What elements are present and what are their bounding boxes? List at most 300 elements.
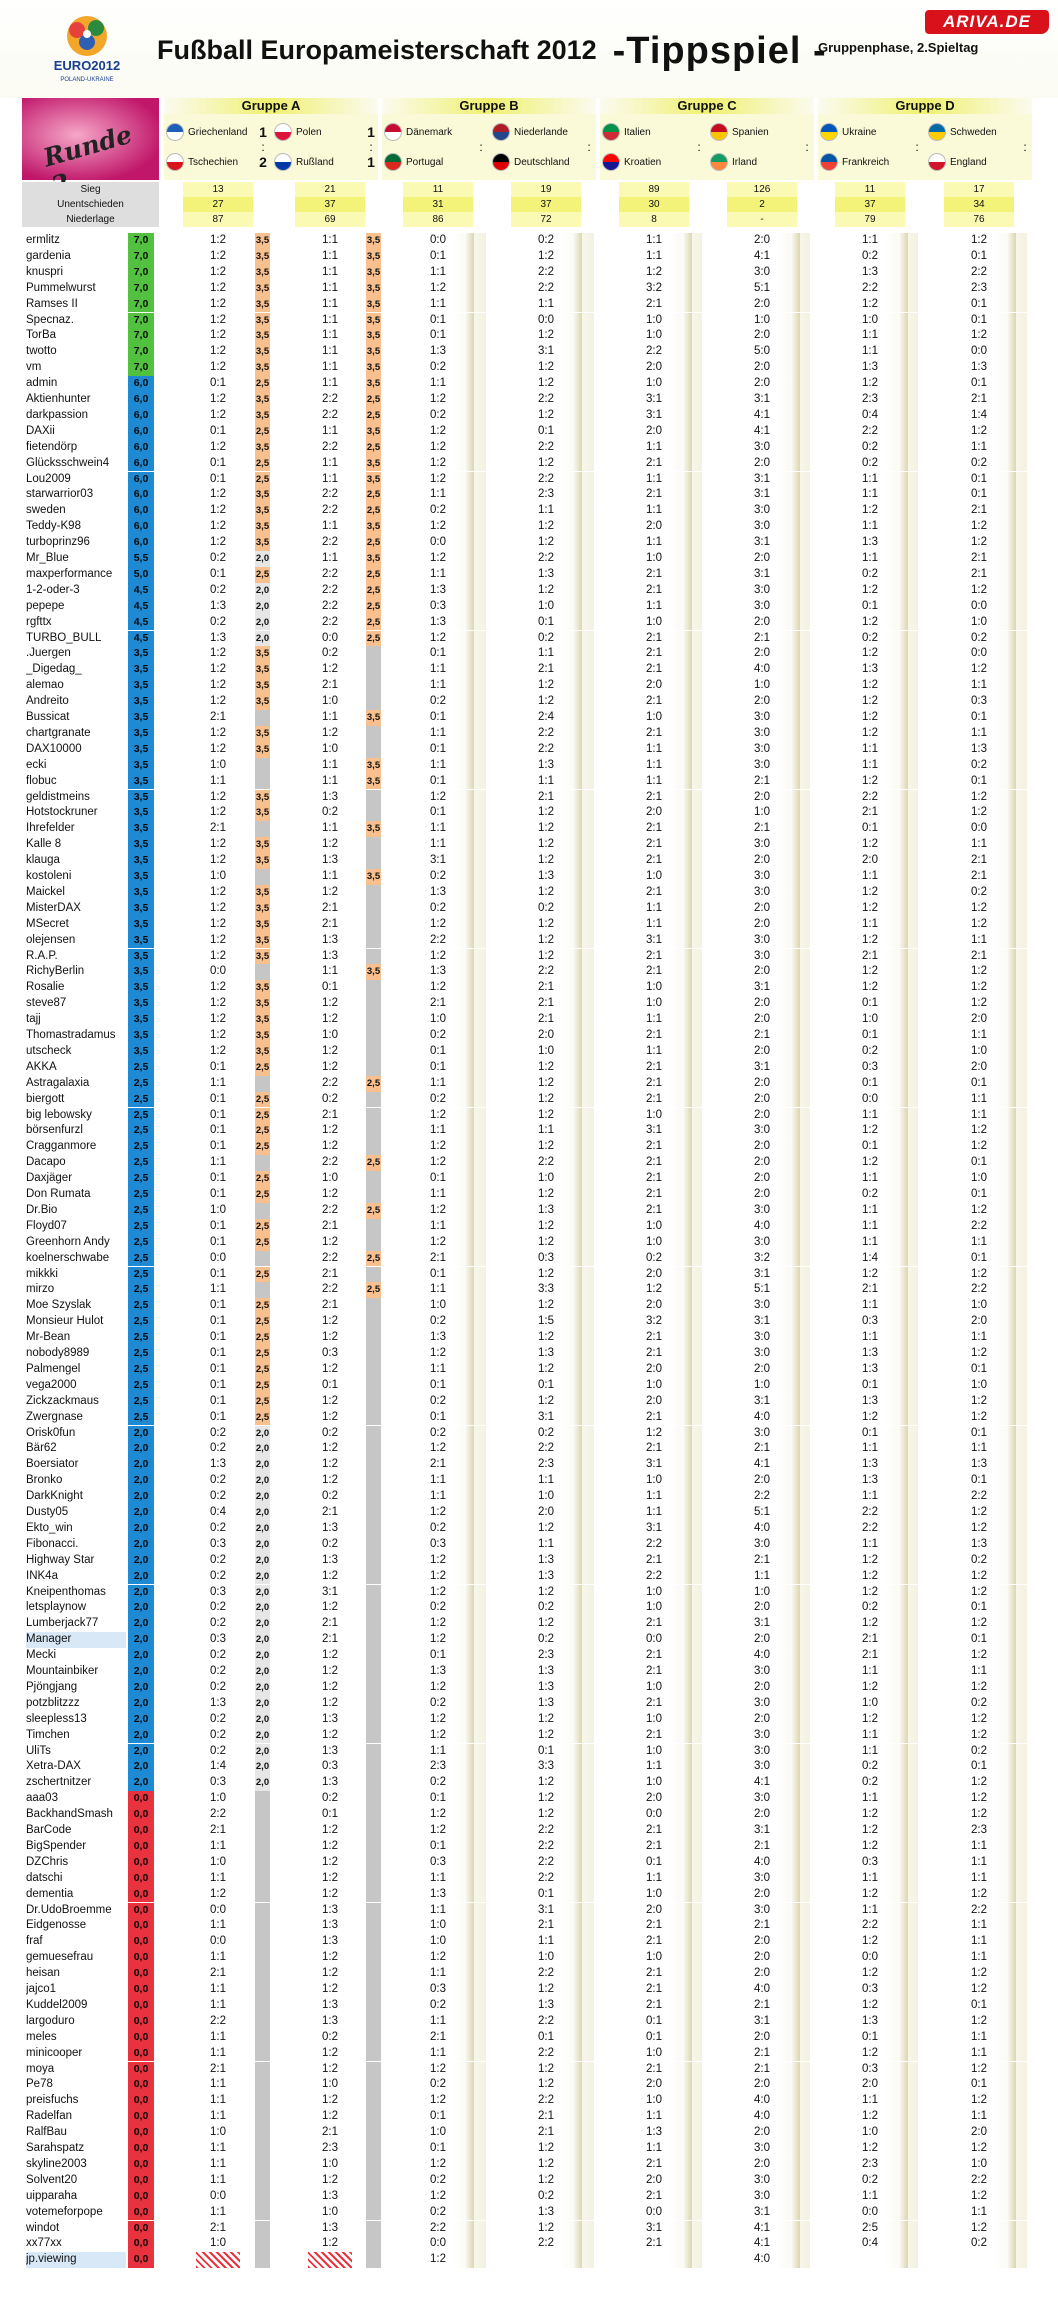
points-badge: 3,5 (128, 710, 154, 726)
column-separator (572, 1791, 582, 1807)
player-name[interactable]: zschertnitzer (26, 1776, 92, 1789)
player-name[interactable]: Boersiator (26, 1458, 79, 1471)
player-name[interactable]: Glücksschwein4 (26, 456, 110, 469)
player-name[interactable]: Highway Star (26, 1553, 95, 1566)
player-name[interactable]: Astragalaxia (26, 1076, 90, 1089)
tip-cell: 1:2 (538, 695, 554, 708)
player-name[interactable]: Hotstockruner (26, 806, 98, 819)
player-name[interactable]: biergott (26, 1092, 65, 1105)
bonus-points: 2,0 (255, 615, 270, 631)
player-name[interactable]: rgfttx (26, 615, 52, 628)
column-separator (464, 2221, 474, 2237)
player-name[interactable]: .Juergen (26, 647, 71, 660)
tip-cell: 5:1 (754, 281, 770, 294)
tip-cell: 1:3 (430, 1665, 446, 1677)
column-separator (682, 297, 692, 313)
player-name[interactable]: BigSpender (26, 1839, 87, 1852)
tip-cell: 1:1 (430, 838, 446, 851)
tip-cell: 1:2 (971, 997, 987, 1010)
player-name[interactable]: Moe Szyslak (26, 1299, 92, 1312)
player-name[interactable]: largoduro (26, 2014, 75, 2027)
player-name[interactable]: R.A.P. (26, 949, 58, 962)
player-name[interactable]: flobuc (26, 774, 57, 787)
column-separator (682, 1569, 692, 1585)
tip-cell: 1:2 (430, 1553, 446, 1566)
column-separator (898, 535, 908, 551)
player-name[interactable]: jp.viewing (26, 2252, 126, 2268)
column-separator (790, 2062, 800, 2078)
player-name[interactable]: BackhandSmash (26, 1808, 113, 1821)
player-name[interactable]: börsenfurzl (26, 1124, 83, 1137)
stats-value: 30 (619, 197, 689, 212)
player-name[interactable]: Orisk0fun (26, 1426, 76, 1439)
tip-cell: 1:2 (210, 234, 226, 246)
points-badge: 0,0 (128, 1903, 154, 1919)
player-name[interactable]: TorBa (26, 329, 57, 342)
table-row (0, 1489, 1058, 1505)
player-name[interactable]: chartgranate (26, 726, 91, 739)
player-name[interactable]: Dr.UdoBroemme (26, 1903, 112, 1916)
points-badge: 3,5 (128, 853, 154, 869)
player-name[interactable]: Bär62 (26, 1442, 57, 1455)
column-separator (572, 551, 582, 567)
column-separator (1006, 2109, 1016, 2125)
column-separator (682, 1966, 692, 1982)
bonus-points: 3,5 (255, 980, 270, 996)
player-name[interactable]: potzblitzzz (26, 1696, 80, 1709)
column-separator (790, 694, 800, 710)
player-name[interactable]: darkpassion (26, 408, 89, 421)
points-badge: 0,0 (128, 1934, 154, 1950)
column-separator (1006, 901, 1016, 917)
player-name[interactable]: maxperformance (26, 567, 113, 580)
player-name[interactable]: Daxjäger (26, 1172, 73, 1185)
tip-cell: 0:4 (210, 1506, 226, 1518)
player-name[interactable]: 1-2-oder-3 (26, 583, 80, 596)
tip-cell: 0:1 (971, 1474, 987, 1487)
column-separator (790, 265, 800, 281)
tip-cell: 0:1 (210, 1267, 226, 1280)
tip-cell: 1:2 (322, 1474, 338, 1487)
player-name[interactable]: Dr.Bio (26, 1203, 58, 1216)
tip-cell: 1:3 (862, 361, 878, 374)
column-separator (682, 1076, 692, 1092)
ariva-logo[interactable]: ARIVA.DE (925, 10, 1049, 34)
bonus-points: 3,5 (366, 456, 381, 472)
tip-cell: 1:2 (971, 536, 987, 549)
column-separator (790, 1012, 800, 1028)
player-name[interactable]: Ekto_win (26, 1521, 73, 1534)
player-name[interactable]: Pummelwurst (26, 281, 96, 294)
tip-cell: 1:0 (971, 615, 987, 628)
tip-cell: 1:1 (971, 2205, 987, 2218)
column-separator (898, 1108, 908, 1124)
tip-cell: 3:1 (754, 1267, 770, 1280)
player-name[interactable]: mirzo (26, 1283, 55, 1296)
player-name[interactable]: skyline2003 (26, 2157, 87, 2170)
column-separator (682, 2062, 692, 2078)
column-separator (572, 678, 582, 694)
player-name[interactable]: minicooper (26, 2046, 83, 2059)
player-name[interactable]: turboprinz96 (26, 536, 90, 549)
tip-cell: 1:1 (322, 520, 338, 533)
tip-cell: 2:0 (754, 1680, 770, 1693)
player-name[interactable]: big lebowsky (26, 1108, 92, 1121)
column-separator (682, 2093, 692, 2109)
player-name[interactable]: vega2000 (26, 1378, 77, 1391)
tip-cell: 2:0 (754, 615, 770, 628)
tip-cell: 0:2 (538, 631, 554, 644)
player-name[interactable]: Dacapo (26, 1156, 66, 1169)
stats-value: 37 (511, 197, 581, 212)
column-separator (464, 2077, 474, 2093)
tip-cell: 1:2 (210, 281, 226, 294)
column-separator (572, 1044, 582, 1060)
player-name[interactable]: _Digedag_ (26, 663, 82, 676)
points-badge: 2,0 (128, 1632, 154, 1648)
player-name[interactable]: Fibonacci. (26, 1537, 79, 1550)
player-name[interactable]: Monsieur Hulot (26, 1315, 104, 1328)
tip-cell: 0:1 (210, 1124, 226, 1137)
points-badge: 7,0 (128, 297, 154, 313)
player-name[interactable]: fraf (26, 1935, 43, 1948)
tip-cell: 0:1 (971, 1156, 987, 1169)
player-name[interactable]: jajco1 (26, 1983, 57, 1995)
bonus-points (366, 2157, 381, 2173)
tip-cell: 1:2 (210, 536, 226, 549)
table-row (0, 2221, 1058, 2237)
tip-cell: 3:1 (754, 1060, 770, 1073)
column-separator (464, 392, 474, 408)
tip-cell: 0:2 (430, 2205, 446, 2218)
player-name[interactable]: Lou2009 (26, 472, 71, 485)
bonus-points (255, 2141, 270, 2157)
tip-cell: 1:2 (430, 520, 446, 533)
tip-cell: 2:2 (538, 440, 554, 453)
column-separator (464, 519, 474, 535)
column-separator (1006, 1219, 1016, 1235)
player-name[interactable]: Eidgenosse (26, 1919, 87, 1932)
tip-cell: 0:3 (430, 1855, 446, 1868)
column-separator (682, 869, 692, 885)
player-name[interactable]: DarkKnight (26, 1490, 83, 1503)
player-name[interactable]: steve87 (26, 997, 67, 1010)
stats-value: 27 (183, 197, 253, 212)
player-name[interactable]: Andreito (26, 695, 69, 708)
player-name[interactable]: Aktienhunter (26, 393, 91, 405)
player-name[interactable]: UliTs (26, 1744, 51, 1757)
tip-cell: 1:1 (322, 424, 338, 437)
player-name[interactable]: ecki (26, 758, 47, 771)
bonus-points: 2,0 (255, 1664, 270, 1680)
tip-cell: 1:3 (322, 1998, 338, 2011)
column-separator (682, 456, 692, 472)
column-separator (572, 1632, 582, 1648)
column-separator (682, 583, 692, 599)
player-name[interactable]: olejensen (26, 933, 76, 946)
player-name[interactable]: Specnaz. (26, 313, 74, 326)
column-separator (682, 1251, 692, 1267)
player-name[interactable]: pepepe (26, 599, 65, 612)
tip-cell: 1:2 (862, 726, 878, 739)
column-separator (790, 1171, 800, 1187)
player-name[interactable]: Mr_Blue (26, 552, 69, 564)
bonus-points: 3,5 (255, 313, 270, 329)
player-name[interactable]: sweden (26, 504, 66, 517)
tip-cell: 2:1 (322, 679, 338, 692)
player-name[interactable]: Kuddel2009 (26, 1998, 88, 2011)
player-name[interactable]: RichyBerlin (26, 965, 85, 978)
tip-cell: 0:2 (538, 901, 554, 914)
tip-cell: 2:2 (538, 393, 554, 405)
column-separator (572, 472, 582, 488)
player-name[interactable]: geldistmeins (26, 790, 90, 803)
player-name[interactable]: datschi (26, 1871, 63, 1884)
tip-cell: 1:2 (971, 981, 987, 994)
player-name[interactable]: TURBO_BULL (26, 631, 102, 644)
bonus-points (366, 853, 381, 869)
column-separator (682, 1060, 692, 1076)
column-separator (898, 821, 908, 837)
tip-cell: 2:1 (646, 790, 662, 803)
player-name[interactable]: Kneipenthomas (26, 1585, 106, 1598)
column-separator (464, 1123, 474, 1139)
player-name[interactable]: Manager (26, 1632, 126, 1648)
player-name[interactable]: klauga (26, 854, 60, 867)
player-name[interactable]: kostoleni (26, 870, 72, 882)
player-name[interactable]: Zickzackmaus (26, 1394, 99, 1407)
player-name[interactable]: Teddy-K98 (26, 520, 81, 533)
table-row (0, 774, 1058, 790)
player-name[interactable]: utscheck (26, 1044, 72, 1057)
player-name[interactable]: starwarrior03 (26, 488, 94, 501)
column-separator (1006, 615, 1016, 631)
tip-cell: 1:2 (862, 1808, 878, 1821)
team-home (166, 118, 247, 148)
player-name[interactable]: DZChris (26, 1855, 69, 1868)
player-name[interactable]: Rosalie (26, 981, 65, 994)
column-separator (682, 1441, 692, 1457)
tip-cell: 1:3 (538, 1998, 554, 2011)
bonus-points (255, 1823, 270, 1839)
player-name[interactable]: gemuesefrau (26, 1951, 94, 1964)
player-name[interactable]: votemeforpope (26, 2205, 103, 2218)
column-separator (572, 1585, 582, 1601)
tip-cell: 2:1 (646, 1092, 662, 1105)
player-name[interactable]: vm (26, 361, 42, 374)
bonus-points: 3,5 (366, 710, 381, 726)
player-name[interactable]: preisfuchs (26, 2094, 79, 2107)
player-name[interactable]: Lumberjack77 (26, 1617, 99, 1630)
column-separator (790, 1982, 800, 1998)
player-name[interactable]: Dusty05 (26, 1506, 69, 1518)
column-separator (898, 472, 908, 488)
column-separator (464, 1553, 474, 1569)
player-name[interactable]: INK4a (26, 1569, 58, 1582)
player-name[interactable]: admin (26, 377, 58, 390)
player-name[interactable]: Xetra-DAX (26, 1760, 81, 1773)
tip-cell: 1:0 (538, 1044, 554, 1057)
tip-cell: 2:1 (646, 1728, 662, 1741)
player-name[interactable]: Solvent20 (26, 2173, 78, 2186)
column-separator (1006, 1314, 1016, 1330)
tip-cell: 2:0 (754, 456, 770, 469)
column-separator (464, 1282, 474, 1298)
player-name[interactable]: Mr-Bean (26, 1331, 71, 1344)
player-name[interactable]: letsplaynow (26, 1601, 87, 1614)
tip-cell: 1:2 (210, 329, 226, 342)
player-name[interactable]: RalfBau (26, 2126, 67, 2139)
tip-cell: 1:2 (538, 1776, 554, 1789)
player-name[interactable]: ermlitz (26, 234, 60, 246)
player-name[interactable]: Ihrefelder (26, 822, 75, 835)
tip-cell: 1:2 (322, 885, 338, 898)
player-name[interactable]: Bronko (26, 1474, 63, 1487)
bonus-points (366, 2189, 381, 2205)
table-row (0, 2077, 1058, 2093)
player-name[interactable]: Pe78 (26, 2078, 53, 2091)
tip-cell: 1:3 (322, 1935, 338, 1948)
player-name[interactable]: alemao (26, 679, 64, 692)
player-name[interactable]: Sarahspatz (26, 2142, 85, 2154)
tip-cell: 3:2 (646, 281, 662, 294)
column-separator (790, 646, 800, 662)
column-separator (898, 1092, 908, 1108)
column-separator (1006, 519, 1016, 535)
tip-cell: 0:2 (971, 885, 987, 898)
bonus-points (366, 1457, 381, 1473)
player-name[interactable]: DAX10000 (26, 742, 82, 755)
tip-cell: 1:1 (210, 2142, 226, 2154)
player-name[interactable]: heisan (26, 1967, 60, 1980)
player-name[interactable]: Bussicat (26, 711, 70, 723)
player-name[interactable]: Pjöngjang (26, 1680, 78, 1693)
player-name[interactable]: Timchen (26, 1728, 70, 1741)
player-name[interactable]: Greenhorn Andy (26, 1235, 110, 1248)
player-name[interactable]: meles (26, 2030, 57, 2043)
column-separator (898, 440, 908, 456)
tip-cell: 4:0 (754, 1521, 770, 1534)
column-separator (682, 742, 692, 758)
tip-cell: 1:2 (430, 1156, 446, 1169)
tip-cell: 1:1 (646, 917, 662, 930)
tip-cell: 2:1 (646, 1617, 662, 1630)
player-name[interactable]: nobody8989 (26, 1347, 90, 1359)
tip-cell: 1:2 (430, 2189, 446, 2202)
player-name[interactable]: Maickel (26, 885, 65, 898)
tip-cell: 1:1 (430, 1076, 446, 1089)
player-name[interactable]: Mountainbiker (26, 1665, 99, 1677)
tip-cell: 2:2 (322, 615, 338, 628)
tip-cell: 1:2 (210, 997, 226, 1010)
tip-cell: 3:2 (754, 1251, 770, 1264)
tip-cell: 1:2 (322, 1331, 338, 1344)
player-name[interactable]: dementia (26, 1887, 74, 1900)
column-separator (464, 281, 474, 297)
tip-cell: 0:1 (971, 1362, 987, 1375)
group-box (164, 98, 378, 180)
player-name[interactable]: Radelfan (26, 2110, 73, 2123)
player-name[interactable]: Zwergnase (26, 1410, 83, 1423)
tip-cell: 3:1 (754, 393, 770, 405)
player-name[interactable]: Palmengel (26, 1362, 81, 1375)
player-name[interactable]: koelnerschwabe (26, 1251, 110, 1264)
column-separator (790, 1616, 800, 1632)
player-name[interactable]: sleepless13 (26, 1712, 87, 1725)
player-name[interactable]: xx77xx (26, 2237, 62, 2250)
player-name[interactable]: twotto (26, 345, 57, 358)
player-name[interactable]: windot (26, 2221, 60, 2234)
player-name[interactable]: mikkki (26, 1267, 58, 1280)
player-name[interactable]: Kalle 8 (26, 838, 62, 851)
column-separator (898, 583, 908, 599)
tip-cell: 1:2 (322, 1951, 338, 1964)
player-name[interactable]: Don Rumata (26, 1188, 91, 1200)
player-name[interactable]: MSecret (26, 917, 69, 930)
tip-cell: 3:1 (754, 488, 770, 501)
tip-cell: 1:3 (322, 2014, 338, 2027)
player-name[interactable]: MisterDAX (26, 901, 81, 914)
player-name[interactable]: uipparaha (26, 2189, 78, 2202)
points-badge: 0,0 (128, 1966, 154, 1982)
player-name[interactable]: gardenia (26, 249, 71, 262)
player-name[interactable]: Floyd07 (26, 1219, 67, 1232)
player-name[interactable]: Mecki (26, 1649, 57, 1662)
bonus-points (366, 1616, 381, 1632)
group-title: Gruppe A (164, 98, 378, 114)
tip-cell: 2:2 (538, 726, 554, 739)
bonus-points (366, 1775, 381, 1791)
player-name[interactable]: tajj (26, 1013, 41, 1026)
bonus-points: 3,5 (366, 344, 381, 360)
bonus-points: 2,5 (255, 1330, 270, 1346)
column-separator (572, 360, 582, 376)
tip-cell: 1:0 (646, 313, 662, 326)
tip-cell: 1:2 (538, 2078, 554, 2091)
team-name: Rußland (296, 157, 334, 168)
bonus-points (255, 1282, 270, 1298)
tip-cell: 2:1 (646, 1553, 662, 1566)
player-name[interactable]: BarCode (26, 1824, 72, 1836)
tip-cell: 1:2 (538, 854, 554, 867)
column-separator (790, 1871, 800, 1887)
player-name[interactable]: Thomastradamus (26, 1029, 116, 1041)
column-separator (682, 313, 692, 329)
points-badge: 7,0 (128, 249, 154, 265)
player-name[interactable]: Cragganmore (26, 1140, 97, 1153)
player-name[interactable]: fietendörp (26, 440, 78, 453)
tip-cell: 0:1 (210, 567, 226, 580)
player-name[interactable]: Ramses II (26, 297, 78, 310)
tip-cell: 0:1 (538, 1378, 554, 1391)
player-name[interactable]: knuspri (26, 265, 64, 278)
tip-cell: 1:1 (862, 2189, 878, 2202)
player-name[interactable]: DAXii (26, 424, 55, 437)
tip-cell: 2:1 (646, 2237, 662, 2250)
logo-text: EURO2012 (53, 58, 121, 73)
column-separator (1006, 1966, 1016, 1982)
tip-cell: 3:0 (754, 1331, 770, 1344)
tip-cell: 1:2 (971, 1569, 987, 1582)
tip-cell: 1:0 (971, 1172, 987, 1185)
tip-cell: 1:0 (210, 1203, 226, 1216)
team-name: Niederlande (514, 127, 568, 138)
player-name[interactable]: AKKA (26, 1060, 57, 1073)
player-name[interactable]: moya (26, 2062, 55, 2075)
bonus-points (366, 885, 381, 901)
column-separator (790, 2252, 800, 2268)
player-name[interactable]: aaa03 (26, 1792, 58, 1805)
